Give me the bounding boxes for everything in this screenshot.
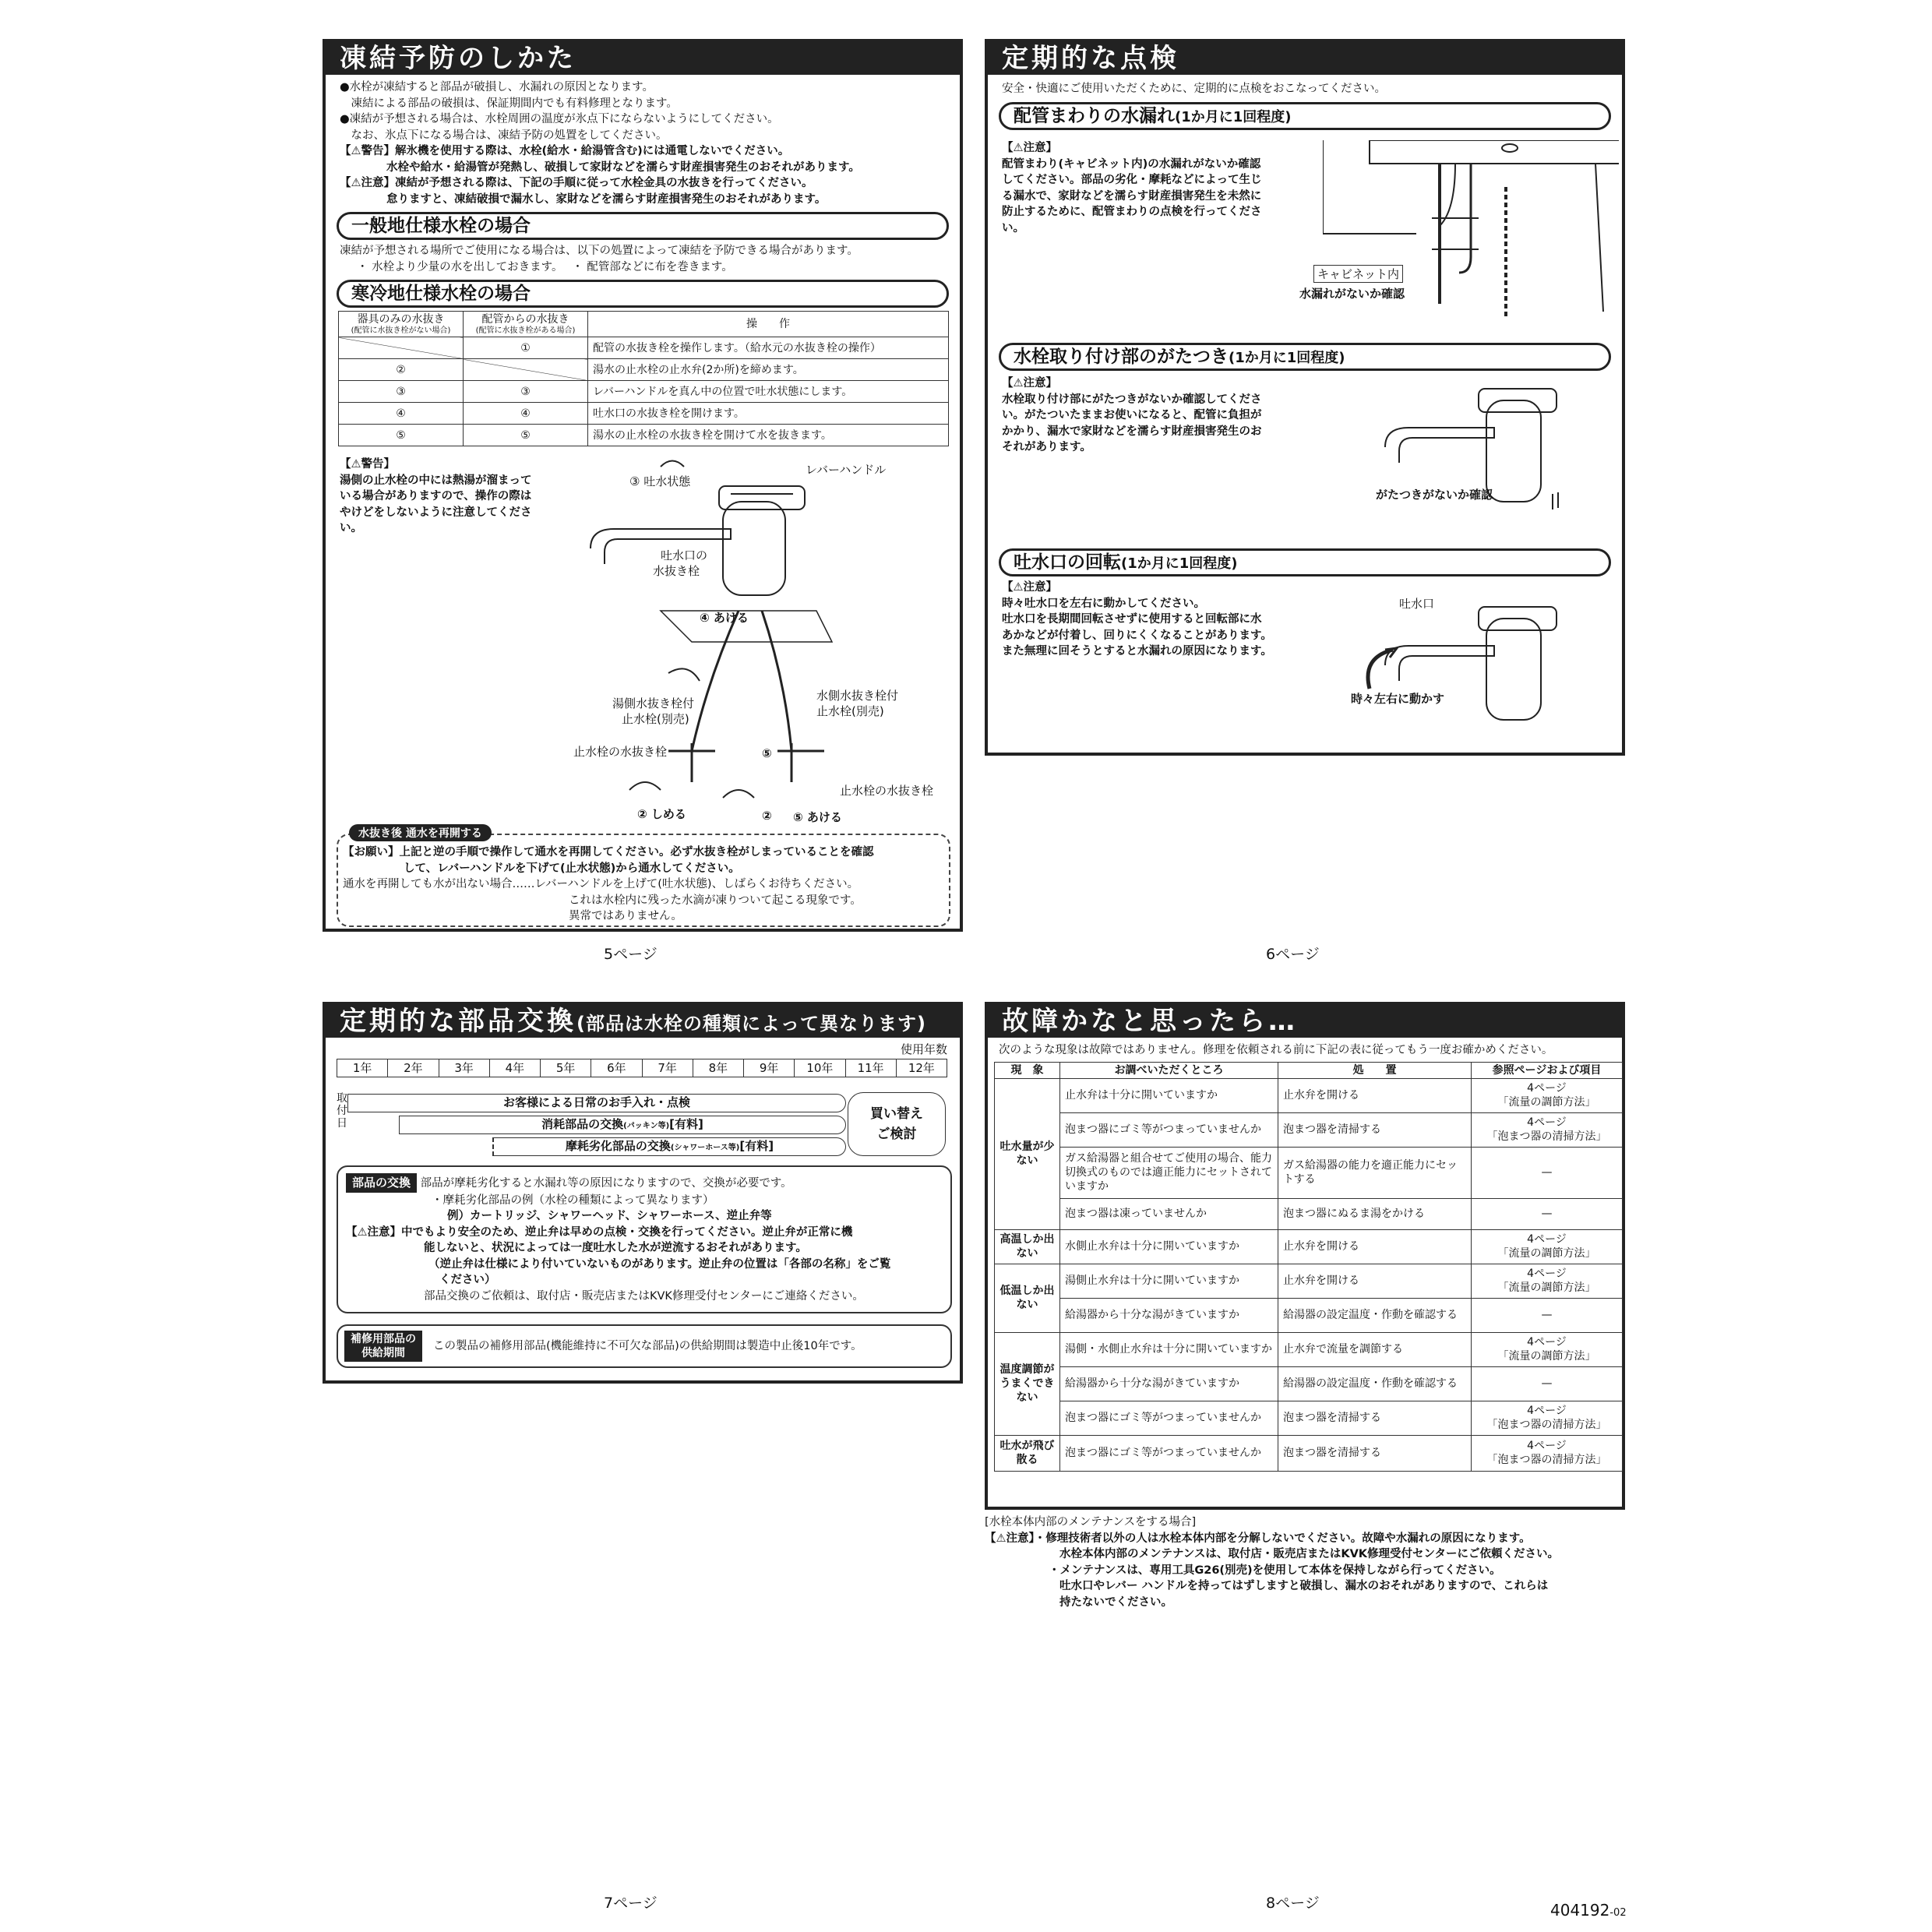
parts-caution: 【⚠注意】中でもより安全のため、逆止弁は早めの点検・交換を行ってください。逆止弁が正常に機 xyxy=(346,1225,853,1239)
faucet-spout-illustration xyxy=(1362,595,1564,743)
p6-s2-text: それがあります。 xyxy=(1002,441,1091,453)
p5-warning2-text: いる場合がありますので、操作の際は xyxy=(340,490,532,502)
restart-line: これは水栓内に残った水滴が凍りついて起こる現象です。 xyxy=(569,894,862,907)
p6-s2-text: 水栓取り付け部にがたつきがないか確認してくださ xyxy=(1002,393,1262,406)
p6-s3-caution: 【⚠注意】 xyxy=(1002,581,1057,594)
p6-section-piping xyxy=(999,102,1611,130)
replace-line: 買い替え xyxy=(870,1106,923,1122)
page7-title xyxy=(326,1005,960,1038)
fix-cell: 止水弁で流量を調節する xyxy=(1278,1332,1472,1366)
th-fix: 処 置 xyxy=(1278,1062,1472,1078)
parts-caution: 部品交換のご依頼は、取付店・販売店またはKVK修理受付センターにご連絡ください。 xyxy=(424,1289,864,1303)
year-cell: 10年 xyxy=(795,1059,845,1077)
table-row xyxy=(339,403,949,425)
p6-intro: 安全・快適にご使用いただくために、定期的に点検をおこなってください。 xyxy=(1002,83,1386,95)
page5-title: 凍結予防のしかた xyxy=(326,42,960,75)
p5-drain-table xyxy=(338,311,949,446)
ref-page: — xyxy=(1541,1309,1553,1321)
fix-cell: 泡まつ器を清掃する xyxy=(1278,1112,1472,1147)
symptom-label: 低温しか出ない xyxy=(995,1264,1060,1332)
p6-s1-title: 配管まわりの水漏れ xyxy=(1014,105,1175,126)
p6-s1-fig-check: 水漏れがないか確認 xyxy=(1299,287,1405,301)
faucet-mount-illustration xyxy=(1377,385,1564,525)
page6-title: 定期的な点検 xyxy=(988,42,1622,75)
p5-warning2-text: 湯側の止水栓の中には熱湯が溜まって xyxy=(340,474,532,487)
restart-pill: 水抜き後 通水を再開する xyxy=(349,824,492,841)
check-cell: 水側止水弁は十分に開いていますか xyxy=(1060,1229,1278,1264)
p5-cell-b: ③ xyxy=(464,381,588,403)
bar3-label: 摩耗劣化部品の交換 xyxy=(565,1139,671,1153)
p7-side-label: 取付日 xyxy=(337,1092,347,1130)
fig-label-spout: 水抜き栓 xyxy=(653,564,700,578)
check-cell: 泡まつ器は凍っていませんか xyxy=(1060,1198,1278,1229)
p6-s1-text: い。 xyxy=(1002,221,1024,234)
parts-caution: （逆止弁は仕様により付いていないものがあります。逆止弁の位置は「各部の名称」をご覧 xyxy=(428,1257,891,1271)
parts-line: 部品が摩耗劣化すると水漏れ等の原因になりますので、交換が必要です。 xyxy=(420,1177,792,1190)
ref-page: 4ページ xyxy=(1527,1082,1567,1095)
p5-cell-c: 湯水の止水栓の水抜き栓を開けて水を抜きます。 xyxy=(588,425,949,446)
symptom-label: 高温しか出ない xyxy=(995,1229,1060,1264)
fix-cell: 止水弁を開ける xyxy=(1278,1229,1472,1264)
table-row xyxy=(995,1298,1623,1332)
bar2-paid: [有料] xyxy=(669,1117,703,1131)
year-cell: 4年 xyxy=(490,1059,541,1077)
p5-cell-a xyxy=(339,337,464,359)
fig-label-hot: 止水栓(別売) xyxy=(622,712,689,726)
p5-section-general: 一般地仕様水栓の場合 xyxy=(337,212,949,240)
p5-warning2-text: い。 xyxy=(340,522,362,534)
p7-years-label: 使用年数 xyxy=(900,1042,947,1056)
ref-item: 「流量の調節方法」 xyxy=(1497,1350,1596,1363)
page-number-8: 8ページ xyxy=(1266,1895,1320,1912)
symptom-label: 吐水が飛び散る xyxy=(995,1435,1060,1471)
fix-cell: 給湯器の設定温度・作動を確認する xyxy=(1278,1366,1472,1401)
p6-s1-fig-cabinet: キャビネット内 xyxy=(1313,265,1403,283)
p5-cell-b xyxy=(464,359,588,381)
p6-s3-title: 吐水口の回転 xyxy=(1014,552,1121,573)
p8-intro: 次のような現象は故障ではありません。修理を依頼される前に下記の表に従ってもう一度お確かめください。 xyxy=(999,1044,1553,1056)
p5-cell-b: ⑤ xyxy=(464,425,588,446)
check-cell: 湯側・水側止水弁は十分に開いていますか xyxy=(1060,1332,1278,1366)
table-row xyxy=(995,1198,1623,1229)
page7-panel xyxy=(323,1002,963,1384)
p6-s2-fig: がたつきがないか確認 xyxy=(1376,488,1493,502)
page6-panel xyxy=(985,39,1625,756)
timeline-bar-2 xyxy=(399,1116,846,1134)
p6-s3-text: あかなどが付着し、回りにくくなることがあります。 xyxy=(1002,629,1272,642)
fig-label-open5: ⑤ あける xyxy=(793,810,842,824)
check-cell: ガス給湯器と組合せてご使用の場合、能力切換式のものでは適正能力にセットされていますか xyxy=(1060,1147,1278,1198)
p6-s1-sub: (1か月に1回程度) xyxy=(1175,108,1292,125)
bar2-label: 消耗部品の交換 xyxy=(541,1117,624,1131)
fix-cell: 泡まつ器を清掃する xyxy=(1278,1401,1472,1435)
p5-th2: 配管からの水抜き xyxy=(481,313,569,326)
p6-section-mount xyxy=(999,343,1611,371)
year-cell: 11年 xyxy=(846,1059,897,1077)
years-row xyxy=(337,1059,947,1077)
ref-page: 4ページ xyxy=(1527,1405,1567,1417)
p5-th1: 器具のみの水抜き xyxy=(357,313,445,326)
document-code xyxy=(1550,1901,1627,1920)
p6-s3-fig-move: 時々左右に動かす xyxy=(1351,692,1445,706)
restart-line: 通水を再開しても水が出ない場合……レバーハンドルを上げて(吐水状態)、しばらくお待ちください。 xyxy=(343,878,859,890)
timeline-bar-3 xyxy=(492,1137,846,1156)
ref-page: — xyxy=(1541,1377,1553,1390)
p5-cell-c: レバーハンドルを真ん中の位置で吐水状態にします。 xyxy=(588,381,949,403)
p6-s1-text: してください。部品の劣化・摩耗などによって生じ xyxy=(1002,174,1262,186)
faucet-drain-illustration xyxy=(583,455,941,821)
parts-caution: ください） xyxy=(439,1274,496,1286)
troubleshooting-table xyxy=(994,1062,1623,1472)
p5-warning-detail: 水栓や給水・給湯管が発熱し、破損して家財などを濡らす財産損害発生のおそれがあります。 xyxy=(386,160,860,174)
table-row xyxy=(995,1147,1623,1198)
year-cell: 8年 xyxy=(693,1059,744,1077)
p5-cell-a: ④ xyxy=(339,403,464,425)
bar3-paid: [有料] xyxy=(739,1139,774,1153)
maintenance-title: [水栓本体内部のメンテナンスをする場合] xyxy=(985,1516,1197,1528)
restart-line: 【お願い】上記と逆の手順で操作して通水を再開してください。必ず水抜き栓がしまっていることを確認 xyxy=(343,846,874,858)
bar3-sub: (シャワーホース等) xyxy=(670,1144,740,1152)
year-cell: 1年 xyxy=(337,1059,388,1077)
fig-label-open4: ④ あける xyxy=(700,611,749,625)
fig-label-spout: 吐水口の xyxy=(661,548,708,562)
ref-page: 4ページ xyxy=(1527,1336,1567,1349)
fix-cell: 泡まつ器を清掃する xyxy=(1278,1435,1472,1471)
page-number-5: 5ページ xyxy=(604,946,658,963)
p6-s2-sub: (1か月に1回程度) xyxy=(1229,350,1345,366)
p5-line: ●水栓が凍結すると部品が破損し、水漏れの原因となります。 xyxy=(340,81,654,93)
p7-title-main: 定期的な部品交換 xyxy=(340,1006,576,1037)
table-row xyxy=(995,1078,1623,1112)
doc-code-rev: -02 xyxy=(1609,1907,1627,1919)
p5-cell-a: ③ xyxy=(339,381,464,403)
maintenance-line: 水栓本体内部のメンテナンスは、取付店・販売店またはKVK修理受付センターにご依頼ください。 xyxy=(1059,1548,1559,1560)
table-row xyxy=(995,1366,1623,1401)
year-cell: 3年 xyxy=(439,1059,490,1077)
p6-s3-sub: (1か月に1回程度) xyxy=(1121,555,1238,572)
parts-caution: 能しないと、状況によっては一度吐水した水が逆流するおそれがあります。 xyxy=(424,1242,807,1254)
doc-code-main: 404192 xyxy=(1550,1901,1610,1920)
table-row xyxy=(339,425,949,446)
supply-tag: 供給期間 xyxy=(361,1347,405,1359)
ref-page: 4ページ xyxy=(1527,1267,1567,1280)
fig-label-plug: 止水栓の水抜き栓 xyxy=(573,745,668,759)
p6-s2-text: かかり、漏水で家財などを濡らす財産損害発生のお xyxy=(1002,425,1262,438)
p5-th1-sub: (配管に水抜き栓がない場合) xyxy=(351,326,451,335)
check-cell: 給湯器から十分な湯がきていますか xyxy=(1060,1298,1278,1332)
supply-box xyxy=(337,1324,952,1368)
parts-tag: 部品の交換 xyxy=(346,1173,417,1193)
fig-label-close2: ② しめる xyxy=(637,807,686,821)
year-cell: 12年 xyxy=(908,1061,935,1075)
table-row xyxy=(995,1264,1623,1298)
maintenance-line: ・メンテナンスは、専用工具G26(別売)を使用して本体を保持しながら行ってください。 xyxy=(1049,1564,1501,1577)
check-cell: 湯側止水弁は十分に開いていますか xyxy=(1060,1264,1278,1298)
table-row xyxy=(995,1401,1623,1435)
ref-item: 「泡まつ器の清掃方法」 xyxy=(1486,1454,1607,1466)
p5-th3: 操 作 xyxy=(588,312,949,337)
p7-title-sub: (部品は水栓の種類によって異なります) xyxy=(576,1013,926,1035)
restart-line: して、レバーハンドルを下げて(止水状態)から通水してください。 xyxy=(404,862,740,875)
table-row xyxy=(995,1229,1623,1264)
fix-cell: ガス給湯器の能力を適正能力にセットする xyxy=(1278,1147,1472,1198)
parts-box xyxy=(337,1165,952,1313)
p5-cell-b: ④ xyxy=(464,403,588,425)
ref-item: 「流量の調節方法」 xyxy=(1497,1096,1596,1109)
year-cell: 2年 xyxy=(388,1059,439,1077)
fig-label-step3: ③ 吐水状態 xyxy=(629,474,691,488)
table-row xyxy=(995,1435,1623,1471)
th-ref: 参照ページおよび項目 xyxy=(1472,1062,1623,1078)
year-cell: 6年 xyxy=(591,1059,642,1077)
parts-line: ・摩耗劣化部品の例（水栓の種類によって異なります） xyxy=(432,1193,714,1207)
timeline-bar-1 xyxy=(347,1094,846,1112)
replace-line: ご検討 xyxy=(876,1126,917,1142)
th-symptom: 現 象 xyxy=(995,1062,1060,1078)
p5-section-cold: 寒冷地仕様水栓の場合 xyxy=(337,280,949,308)
p6-section-spout xyxy=(999,548,1611,576)
fig-label-plug: 止水栓の水抜き栓 xyxy=(840,784,934,798)
check-cell: 泡まつ器にゴミ等がつまっていませんか xyxy=(1060,1401,1278,1435)
ref-item: 「泡まつ器の清掃方法」 xyxy=(1486,1419,1607,1431)
ref-page: — xyxy=(1541,1208,1553,1220)
year-cell: 7年 xyxy=(643,1059,693,1077)
p5-caution-detail: 怠りますと、凍結破損で漏水し、家財などを濡らす財産損害発生のおそれがあります。 xyxy=(386,192,827,206)
page8-title: 故障かなと思ったら… xyxy=(988,1005,1622,1038)
p6-s2-title: 水栓取り付け部のがたつき xyxy=(1014,347,1229,367)
page-number-7: 7ページ xyxy=(604,1895,658,1912)
p6-s3-text: 吐水口を長期間回転させずに使用すると回転部に水 xyxy=(1002,613,1262,626)
p6-s3-text: また無理に回そうとすると水漏れの原因になります。 xyxy=(1002,645,1272,658)
p6-s3-fig-spout: 吐水口 xyxy=(1399,597,1435,611)
check-cell: 泡まつ器にゴミ等がつまっていませんか xyxy=(1060,1112,1278,1147)
table-row xyxy=(995,1112,1623,1147)
symptom-label: 温度調節がうまくできない xyxy=(995,1332,1060,1435)
p5-line: ●凍結が予想される場合は、水栓周囲の温度が氷点下にならないようにしてください。 xyxy=(340,113,779,125)
maintenance-line: 吐水口やレバー ハンドルを持ってはずしますと破損し、漏水のおそれがありますので、これらは xyxy=(1059,1580,1549,1592)
check-cell: 給湯器から十分な湯がきていますか xyxy=(1060,1366,1278,1401)
fig-label-c5: ⑤ xyxy=(762,746,772,760)
maintenance-line: 持たないでください。 xyxy=(1059,1595,1172,1609)
p5-cell-a: ② xyxy=(339,359,464,381)
p5-warning: 【⚠警告】解氷機を使用する際は、水栓(給水・給湯管含む)には通電しないでください。 xyxy=(340,145,790,157)
fix-cell: 給湯器の設定温度・作動を確認する xyxy=(1278,1298,1472,1332)
restart-line: 異常ではありません。 xyxy=(569,910,682,922)
bar2-sub: (パッキン等) xyxy=(623,1122,670,1130)
p6-s3-text: 時々吐水口を左右に動かしてください。 xyxy=(1002,597,1205,610)
p6-s2-text: い。がたついたままお使いになると、配管に負担が xyxy=(1002,409,1262,421)
p5-cell-c: 吐水口の水抜き栓を開けます。 xyxy=(588,403,949,425)
table-row xyxy=(995,1332,1623,1366)
maintenance-line: 【⚠注意】・修理技術者以外の人は水栓本体内部を分解しないでください。故障や水漏れの原因になります。 xyxy=(985,1532,1531,1545)
supply-text: この製品の補修用部品(機能維持に不可欠な部品)の供給期間は製造中止後10年です。 xyxy=(433,1339,862,1352)
p6-s1-caution: 【⚠注意】 xyxy=(1002,142,1057,154)
ref-page: 4ページ xyxy=(1527,1233,1567,1246)
p5-line: なお、氷点下になる場合は、凍結予防の処置をしてください。 xyxy=(340,129,668,142)
supply-tag: 補修用部品の xyxy=(351,1333,416,1345)
check-cell: 泡まつ器にゴミ等がつまっていませんか xyxy=(1060,1435,1278,1471)
page5-panel xyxy=(323,39,963,932)
fig-label-cold: 水側水抜き栓付 xyxy=(816,689,899,703)
fix-cell: 止水弁を開ける xyxy=(1278,1264,1472,1298)
p5-caution: 【⚠注意】凍結が予想される際は、下記の手順に従って水栓金具の水抜きを行ってください。 xyxy=(340,177,813,189)
symptom-label: 吐水量が少ない xyxy=(995,1078,1060,1229)
p5-cell-c: 配管の水抜き栓を操作します。（給水元の水抜き栓の操作） xyxy=(588,337,949,359)
p5-cell-c: 湯水の止水栓の止水弁(2か所)を締めます。 xyxy=(588,359,949,381)
fig-label-c2: ② xyxy=(762,809,772,823)
ref-item: 「泡まつ器の清掃方法」 xyxy=(1486,1130,1607,1143)
p5-general-text: ・ 水栓より少量の水を出しておきます。 ・ 配管部などに布を巻きます。 xyxy=(357,260,733,273)
fix-cell: 泡まつ器にぬるま湯をかける xyxy=(1278,1198,1472,1229)
p5-line: 凍結による部品の破損は、保証期間内でも有料修理となります。 xyxy=(340,97,678,110)
p5-general-text: 凍結が予想される場所でご使用になる場合は、以下の処置によって凍結を予防できる場合があります。 xyxy=(340,245,858,257)
table-row xyxy=(339,381,949,403)
year-cell: 9年 xyxy=(744,1059,795,1077)
p5-warning2-title: 【⚠警告】 xyxy=(340,458,395,471)
fig-label-hot: 湯側水抜き栓付 xyxy=(612,696,695,710)
fig-label-cold: 止水栓(別売) xyxy=(816,704,884,718)
p6-s1-text: 配管まわり(キャビネット内)の水漏れがないか確認 xyxy=(1002,157,1261,171)
page8-panel xyxy=(985,1002,1625,1510)
page-number-6: 6ページ xyxy=(1266,946,1320,963)
fix-cell: 止水弁を開ける xyxy=(1278,1078,1472,1112)
ref-item: 「流量の調節方法」 xyxy=(1497,1247,1596,1260)
p5-cell-b: ① xyxy=(464,337,588,359)
check-cell: 止水弁は十分に開いていますか xyxy=(1060,1078,1278,1112)
parts-line: 例）カートリッジ、シャワーヘッド、シャワーホース、逆止弁等 xyxy=(447,1210,772,1222)
p6-s1-text: る漏水で、家財などを濡らす財産損害発生を未然に xyxy=(1002,189,1262,203)
ref-page: 4ページ xyxy=(1527,1440,1567,1452)
year-cell: 5年 xyxy=(541,1059,591,1077)
p5-warning2-text: やけどをしないように注意してくださ xyxy=(340,506,532,519)
ref-item: 「流量の調節方法」 xyxy=(1497,1282,1596,1294)
replace-box xyxy=(848,1092,946,1156)
p6-s1-text: 防止するために、配管まわりの点検を行ってくださ xyxy=(1002,206,1262,218)
ref-page: — xyxy=(1541,1166,1553,1179)
fig-label-lever: レバーハンドル xyxy=(806,463,887,477)
th-check: お調べいただくところ xyxy=(1060,1062,1278,1078)
p6-s2-caution: 【⚠注意】 xyxy=(1002,377,1057,390)
ref-page: 4ページ xyxy=(1527,1116,1567,1129)
p5-th2-sub: (配管に水抜き栓がある場合) xyxy=(475,326,576,335)
table-row xyxy=(339,337,949,359)
bar1-label: お客様による日常のお手入れ・点検 xyxy=(502,1095,690,1109)
restart-box xyxy=(337,827,950,927)
cabinet-illustration xyxy=(1323,140,1619,335)
p5-cell-a: ⑤ xyxy=(339,425,464,446)
table-row xyxy=(339,359,949,381)
